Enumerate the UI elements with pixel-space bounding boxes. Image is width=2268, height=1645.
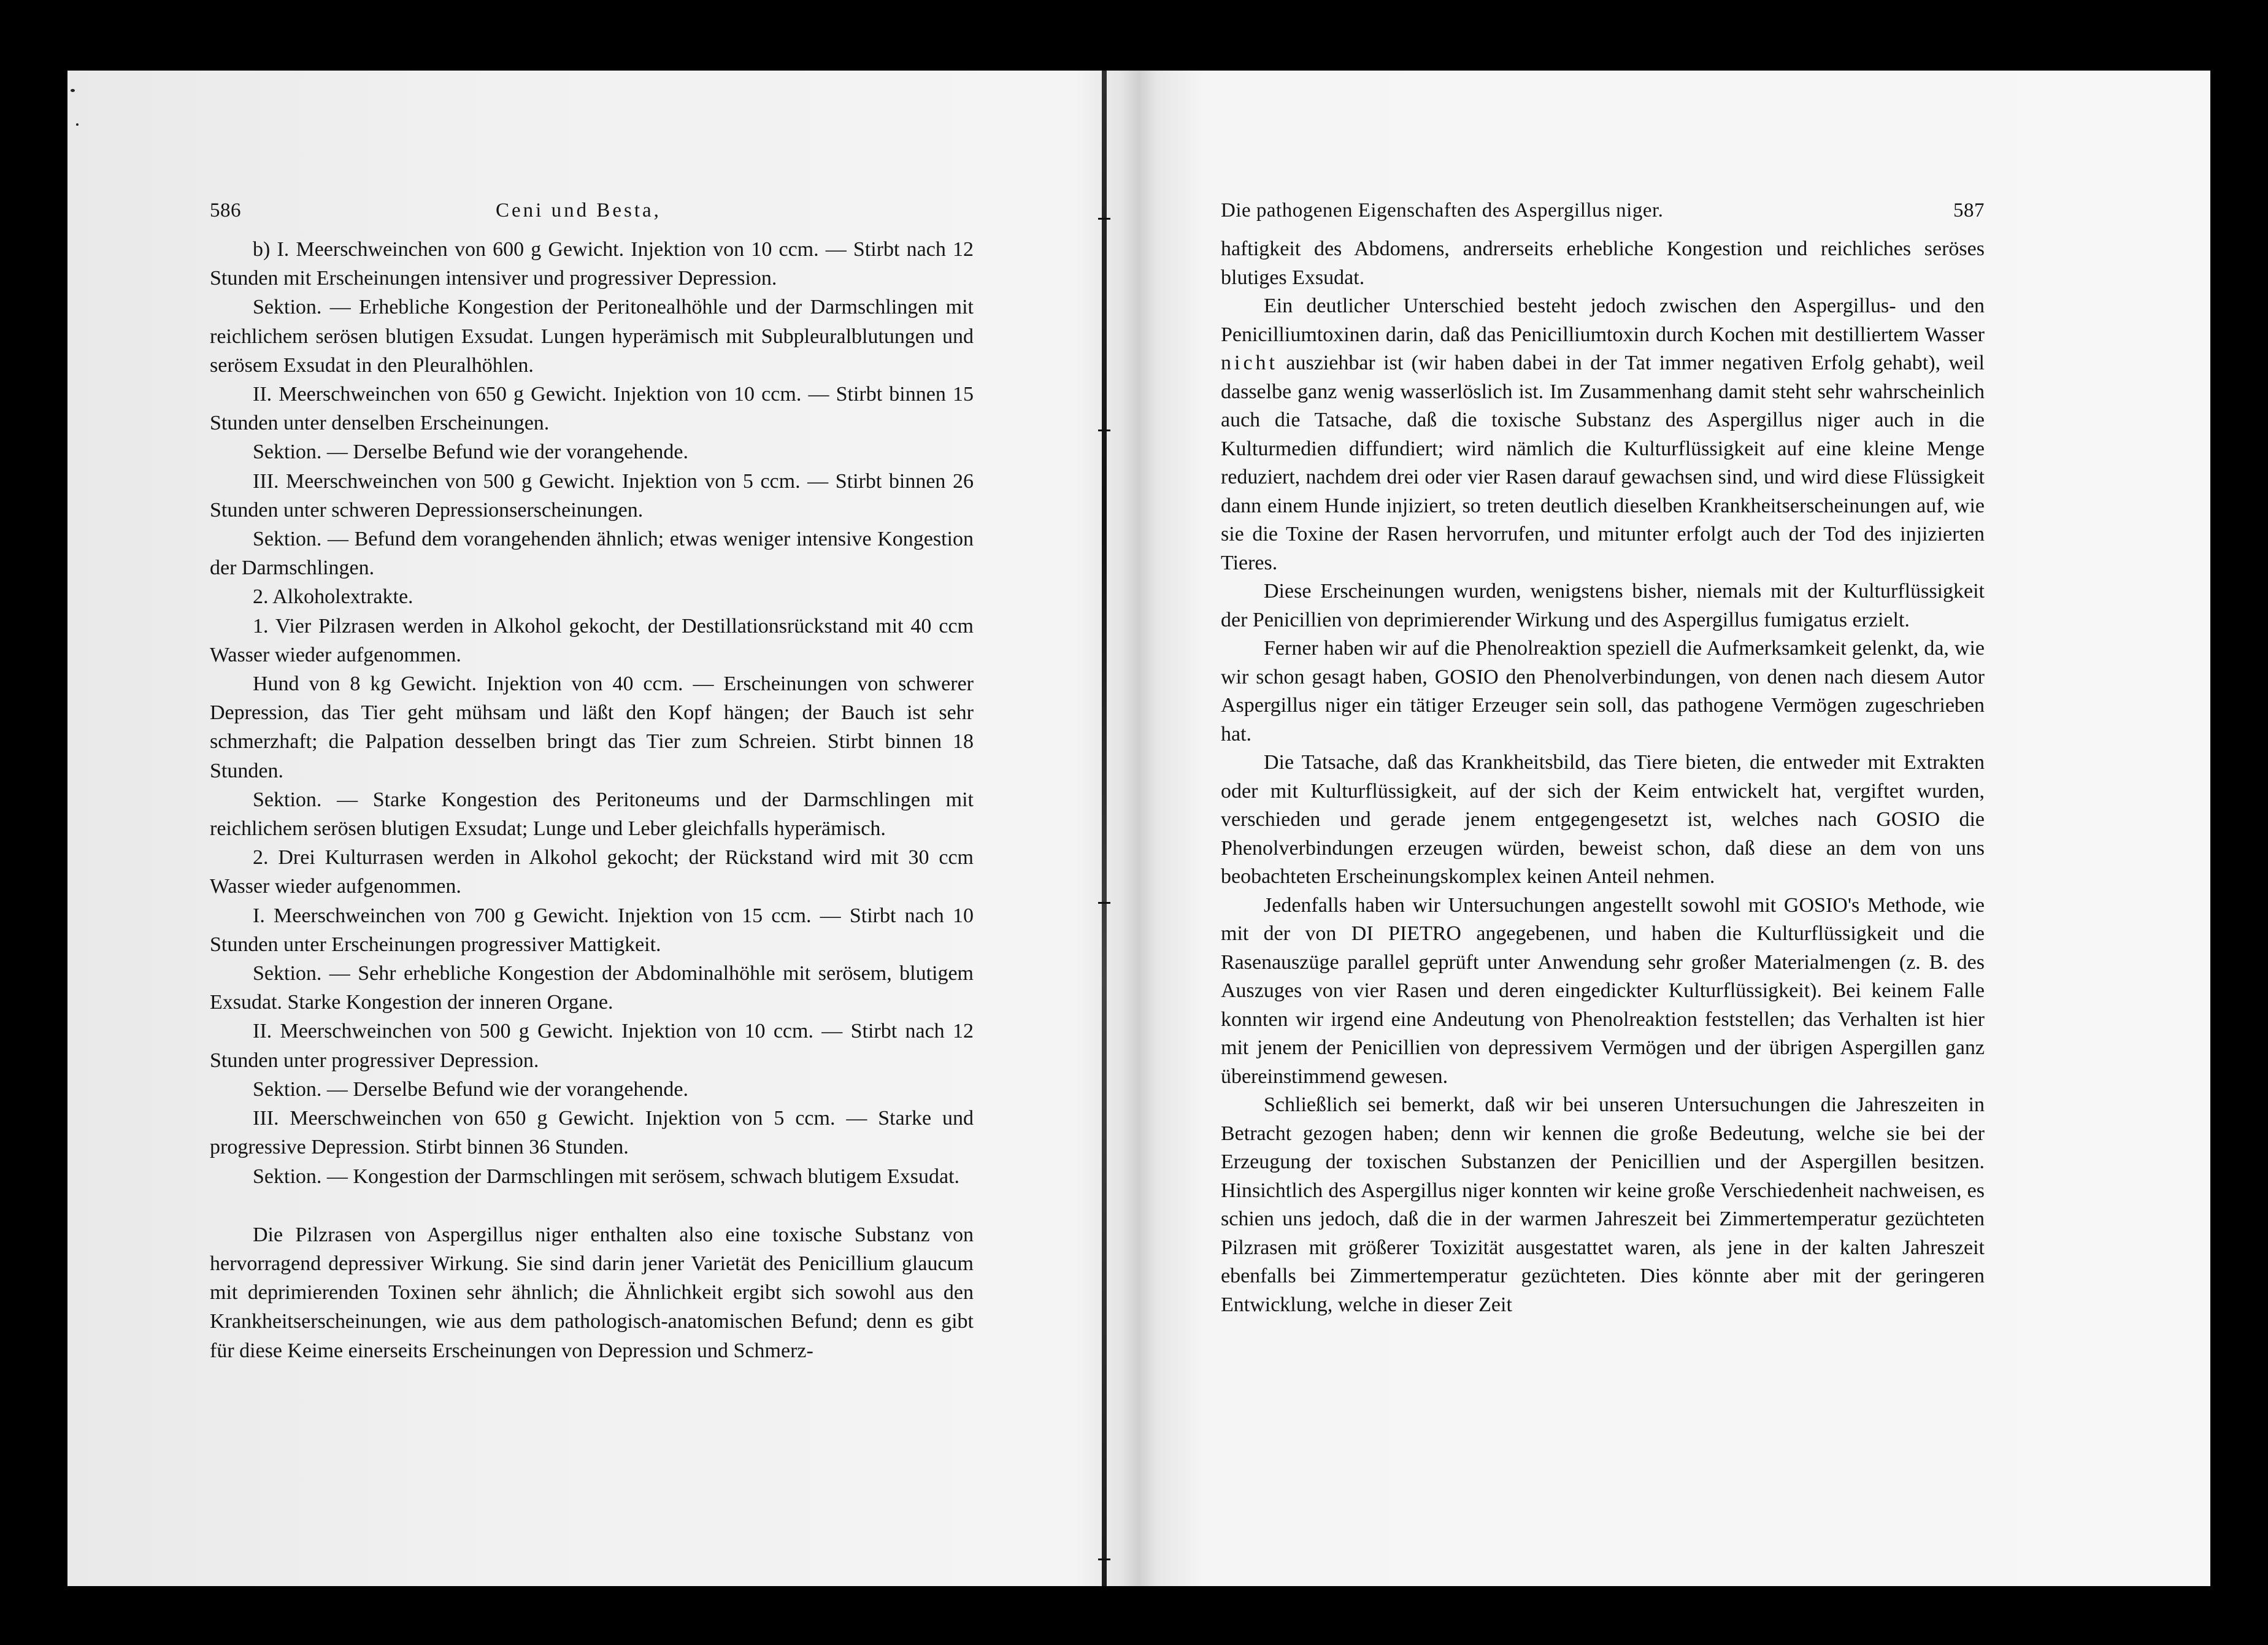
paragraph: Die Tatsache, daß das Krankheitsbild, das Tiere bieten, die entweder mit Extrakten oder mit Kulturflüssigkeit, auf der sich der Keim entwickelt hat, vergiftet wurden, verschieden und gerade jenem entgegengesetzt ist, welches nach GOSIO die Phenolverbindungen erzeugen würden, beweist schon, daß diese an dem von uns beobachteten Erscheinungskomplex keinen Anteil nehmen. <box>1221 751 1990 888</box>
paragraph: Diese Erscheinungen wurden, wenigstens bisher, niemals mit der Kulturflüssigkeit der Penicillien von deprimierender Wirkung und des Aspergillus fumigatus erzielt. <box>1221 580 1990 631</box>
paragraph: Sektion. — Starke Kongestion des Peritoneums und der Darmschlingen mit reichlichem serösen blutigen Exsudat; Lunge und Leber gleichfalls hyperämisch. <box>210 788 979 841</box>
paragraph: 2. Drei Kulturrasen werden in Alkohol gekocht; der Rückstand wird mit 30 ccm Wasser wieder aufgenommen. <box>210 846 978 898</box>
right-running-head <box>1221 199 1985 235</box>
text-run: Ein deutlicher Unterschied besteht jedoch zwischen den Aspergillus- und den Penicilliumtoxinen darin, daß das Penicilliumtoxin durch Kochen mit destilliertem Wasser <box>1221 295 1990 346</box>
paragraph: 1. Vier Pilzrasen werden in Alkohol gekocht, der Destillationsrückstand mit 40 ccm Wasser wieder aufgenommen. <box>210 614 978 666</box>
left-page-body <box>210 235 979 1365</box>
paragraph: Sektion. — Derselbe Befund wie der vorangehende. <box>253 441 688 464</box>
paragraph: Sektion. — Sehr erhebliche Kongestion der Abdominalhöhle mit serösem, blutigem Exsudat. Starke Kongestion der inneren Organe. <box>210 962 979 1014</box>
left-running-head <box>210 199 974 235</box>
right-page <box>1221 199 1990 1319</box>
left-running-title: Ceni und Besta, <box>496 199 661 222</box>
paragraph: Sektion. — Derselbe Befund wie der vorangehende. <box>253 1077 688 1101</box>
paragraph: II. Meerschweinchen von 650 g Gewicht. Injektion von 10 ccm. — Stirbt binnen 15 Stunden unter denselben Erscheinungen. <box>210 383 979 435</box>
paragraph: III. Meerschweinchen von 500 g Gewicht. Injektion von 5 ccm. — Stirbt binnen 26 Stunden unter schweren Depressionserscheinungen. <box>210 469 979 522</box>
paragraph: III. Meerschweinchen von 650 g Gewicht. Injektion von 5 ccm. — Starke und progressive Depression. Stirbt binnen 36 Stunden. <box>210 1107 979 1159</box>
paragraph: II. Meerschweinchen von 500 g Gewicht. Injektion von 10 ccm. — Stirbt nach 12 Stunden unter progressiver Depression. <box>210 1020 979 1072</box>
emphasized-word: nicht <box>1221 352 1278 374</box>
paragraph: b) I. Meerschweinchen von 600 g Gewicht. Injektion von 10 ccm. — Stirbt nach 12 Stunden mit Erscheinungen intensiver und progressiver Depression. <box>210 238 979 290</box>
left-page <box>210 199 979 1365</box>
right-page-body <box>1221 235 1990 1319</box>
gutter-mark <box>1098 902 1110 904</box>
scanned-book-spread <box>67 71 2210 1586</box>
paragraph: Sektion. — Kongestion der Darmschlingen mit serösem, schwach blutigem Exsudat. <box>253 1165 960 1188</box>
paragraph: Die Pilzrasen von Aspergillus niger enthalten also eine toxische Substanz von hervorragend depressiver Wirkung. Sie sind darin jener Varietät des Penicillium glaucum mit deprimierenden Toxinen sehr ähnlich; die Ähnlichkeit ergibt sich sowohl aus den Krankheitserscheinungen, wie aus dem pathologisch-anatomischen Befund; denn es gibt für diese Keime einerseits Erscheinungen von Depression und Schmerz- <box>210 1223 979 1362</box>
book-gutter <box>1102 71 1107 1586</box>
section-heading: 2. Alkoholextrakte. <box>253 585 413 609</box>
left-page-number: 586 <box>210 199 241 222</box>
paragraph: Hund von 8 kg Gewicht. Injektion von 40 ccm. — Erscheinungen von schwerer Depression, das Tier geht mühsam und läßt den Kopf hängen; der Bauch ist sehr schmerzhaft; die Palpation desselben bringt das Tier zum Schreien. Stirbt binnen 18 Stunden. <box>210 672 979 782</box>
paragraph: I. Meerschweinchen von 700 g Gewicht. Injektion von 15 ccm. — Stirbt nach 10 Stunden unter Erscheinungen progressiver Mattigkeit. <box>210 904 979 956</box>
paragraph: Schließlich sei bemerkt, daß wir bei unseren Untersuchungen die Jahreszeiten in Betracht gezogen haben; denn wir kennen die große Bedeutung, welche sie bei der Erzeugung der toxischen Substanzen der Penicillien und der Aspergillen besitzen. Hinsichtlich des Aspergillus niger konnten wir keine große Verschiedenheit nachweisen, es schien uns jedoch, daß die in der warmen Jahreszeit bei Zimmertemperatur gezüchteten Pilzrasen mit größerer Toxizität ausgestattet waren, als jene in der kalten Jahreszeit ebenfalls bei Zimmertemperatur gezüchteten. Dies könnte aber mit der geringeren Entwicklung, welche in dieser Zeit <box>1221 1093 1990 1316</box>
right-running-title: Die pathogenen Eigenschaften des Aspergillus niger. <box>1221 199 1664 222</box>
gutter-mark <box>1098 430 1110 431</box>
paragraph: Sektion. — Befund dem vorangehenden ähnlich; etwas weniger intensive Kongestion der Darmschlingen. <box>210 528 979 580</box>
scan-speck <box>76 123 79 126</box>
paragraph <box>1221 292 1990 577</box>
paragraph: Sektion. — Erhebliche Kongestion der Peritonealhöhle und der Darmschlingen mit reichlichem serösen blutigen Exsudat. Lungen hyperämisch mit Subpleuralblutungen und serösem Exsudat in den Pleuralhöhlen. <box>210 296 979 377</box>
text-run: ausziehbar ist (wir haben dabei in der Tat immer negativen Erfolg gehabt), weil dasselbe ganz wenig wasserlöslich ist. Im Zusammenhang damit steht sehr wahrscheinlich auch die Tatsache, daß die toxische Substanz des Aspergillus niger auch in die Kulturmedien diffundiert; wird nämlich die Kulturflüssigkeit auf eine kleine Menge reduziert, nachdem drei oder vier Rasen darauf gewachsen sind, und wird diese Flüssigkeit dann einem Hunde injiziert, so treten deutlich dieselben Krankheitserscheinungen auf, wie sie die Toxine der Rasen hervorrufen, und mitunter erfolgt auch der Tod des injizierten Tieres. <box>1221 352 1990 574</box>
paragraph: haftigkeit des Abdomens, andrerseits erhebliche Kongestion und reichliches seröses blutiges Exsudat. <box>1221 237 1990 289</box>
paragraph: Jedenfalls haben wir Untersuchungen angestellt sowohl mit GOSIO's Methode, wie mit der von DI PIETRO angegebenen, und haben die Kulturflüssigkeit und die Rasenauszüge parallel geprüft unter Anwendung sehr großer Materialmengen (z. B. des Auszuges von vier Rasen und deren eingedickter Kulturflüssigkeit). Bei keinem Falle konnten wir irgend eine Andeutung von Phenolreaktion feststellen; das Verhalten ist hier mit jenem der Penicillien von depressivem Vermögen und der übrigen Aspergillen ganz übereinstimmend gewesen. <box>1221 893 1990 1088</box>
gutter-mark <box>1098 218 1110 220</box>
scan-speck <box>71 89 75 92</box>
gutter-mark <box>1098 1558 1110 1560</box>
paragraph: Ferner haben wir auf die Phenolreaktion speziell die Aufmerksamkeit gelenkt, da, wie wir schon gesagt haben, GOSIO den Phenolverbindungen, von denen nach diesem Autor Aspergillus niger ein tätiger Erzeuger sein soll, das pathogene Vermögen zugeschrieben hat. <box>1221 637 1990 745</box>
right-page-number: 587 <box>1953 199 1985 222</box>
